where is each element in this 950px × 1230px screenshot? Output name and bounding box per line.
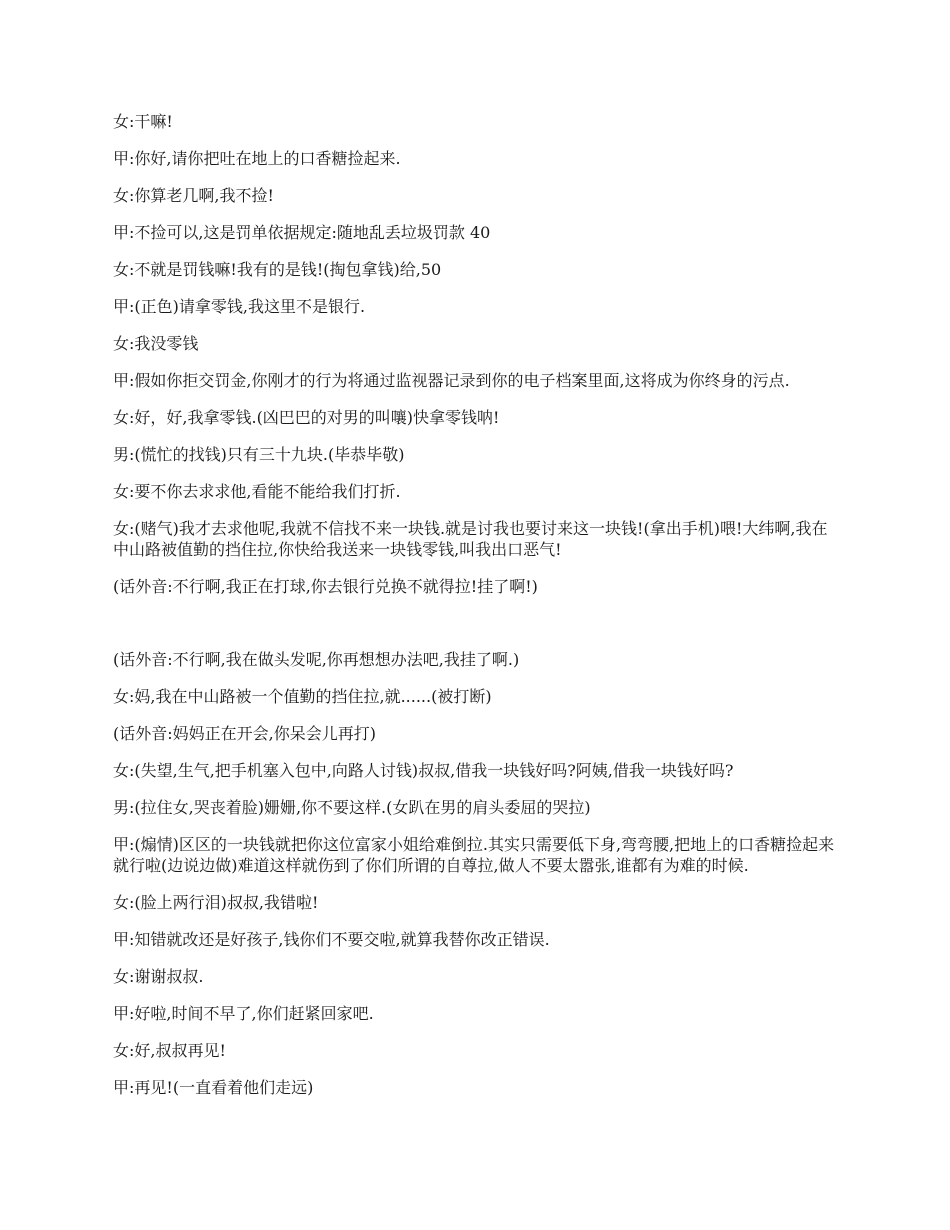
- dialogue-line: 甲:(正色)请拿零钱,我这里不是银行.: [113, 297, 366, 316]
- dialogue-line: (话外音:不行啊,我正在打球,你去银行兑换不就得拉!挂了啊!): [113, 577, 538, 596]
- section-gap: [113, 613, 838, 649]
- dialogue-line: 男:(拉住女,哭丧着脸)姗姗,你不要这样.(女趴在男的肩头委屈的哭拉): [113, 798, 591, 817]
- dialogue-line: 女:你算老几啊,我不捡!: [113, 186, 274, 205]
- dialogue-line: 女:妈,我在中山路被一个值勤的挡住拉,就......(被打断): [113, 687, 492, 706]
- dialogue-line: 女:(赌气)我才去求他呢,我就不信找不来一块钱.就是讨我也要讨来这一块钱!(拿出手机)喂!大纬啊,我在中山路被值勤的挡住拉,你快给我送来一块钱零钱,叫我出口恶气!: [113, 519, 828, 559]
- dialogue-line: 女:不就是罚钱嘛!我有的是钱!(掏包拿钱)给,50: [113, 260, 442, 279]
- dialogue-line: 甲:知错就改还是好孩子,钱你们不要交啦,就算我替你改正错误.: [113, 930, 550, 949]
- dialogue-line: 男:(慌忙的找钱)只有三十九块.(毕恭毕敬): [113, 445, 405, 464]
- dialogue-line: 甲:(煽情)区区的一块钱就把你这位富家小姐给难倒拉.其实只需要低下身,弯弯腰,把地上的口香糖捡起来就行啦(边说边做)难道这样就伤到了你们所谓的自尊拉,做人不要太嚣张,谁都有为难的时候.: [113, 835, 835, 875]
- dialogue-line: 女:好,叔叔再见!: [113, 1041, 226, 1060]
- dialogue-line: (话外音:不行啊,我在做头发呢,你再想想办法吧,我挂了啊.): [113, 650, 520, 669]
- dialogue-line: 甲:再见!(一直看着他们走远): [113, 1078, 314, 1097]
- dialogue-line: 甲:好啦,时间不早了,你们赶紧回家吧.: [113, 1004, 374, 1023]
- dialogue-line: 女:要不你去求求他,看能不能给我们打折.: [113, 482, 401, 501]
- dialogue-line: 女:(失望,生气,把手机塞入包中,向路人讨钱)叔叔,借我一块钱好吗?阿姨,借我一块钱好吗?: [113, 761, 734, 780]
- dialogue-line: (话外音:妈妈正在开会,你呆会儿再打): [113, 724, 376, 743]
- dialogue-line: 甲:假如你拒交罚金,你刚才的行为将通过监视器记录到你的电子档案里面,这将成为你终身的污点.: [113, 371, 790, 390]
- dialogue-line: 女:(脸上两行泪)叔叔,我错啦!: [113, 893, 319, 912]
- dialogue-line: 女:好，好,我拿零钱.(凶巴巴的对男的叫嚷)快拿零钱呐!: [113, 408, 500, 427]
- dialogue-line: 甲:你好,请你把吐在地上的口香糖捡起来.: [113, 149, 401, 168]
- document-body: [113, 111, 838, 1114]
- dialogue-line: 女:我没零钱: [113, 334, 199, 353]
- dialogue-line: 甲:不捡可以,这是罚单依据规定:随地乱丢垃圾罚款 40: [113, 223, 491, 242]
- dialogue-line: 女:干嘛!: [113, 112, 173, 131]
- dialogue-line: 女:谢谢叔叔.: [113, 967, 204, 986]
